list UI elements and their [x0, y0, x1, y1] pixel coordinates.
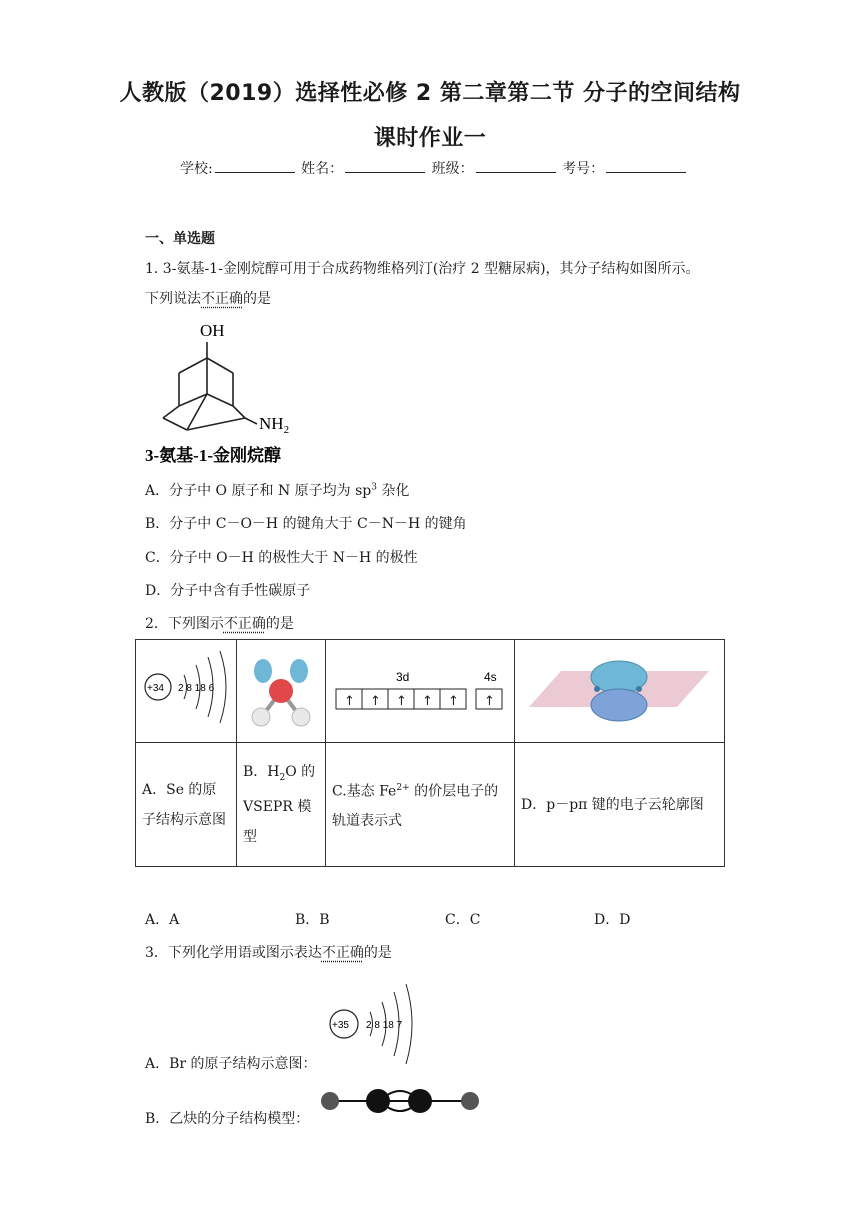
p-p-pi-electron-cloud — [515, 641, 721, 731]
figure-caption: 3-氨基-1-金刚烷醇 — [145, 446, 281, 465]
hydrogen-atom-left — [252, 708, 270, 726]
lone-pair-right — [290, 659, 308, 683]
exam-no-blank[interactable] — [606, 160, 686, 173]
h2o-vsepr-model — [237, 641, 325, 731]
svg-text:↑: ↑ — [448, 693, 459, 709]
svg-text:↑: ↑ — [370, 693, 381, 709]
acetylene-model — [318, 1083, 482, 1119]
section-title: 一、单选题 — [145, 231, 215, 247]
q1-stem-post: 的是 — [243, 291, 271, 307]
q3-option-b[interactable]: B．乙炔的分子结构模型： — [145, 1111, 310, 1127]
q3-stem: 3．下列化学用语或图示表达不正确的是 — [145, 945, 392, 961]
cell-a-caption: A．Se 的原子结构示意图 — [136, 743, 237, 867]
svg-text:+34: +34 — [147, 682, 164, 694]
q2-figure-table — [135, 639, 725, 867]
svg-text:+35: +35 — [332, 1020, 349, 1031]
oh-label: OH — [200, 321, 225, 340]
svg-text:4s: 4s — [484, 669, 497, 684]
carbon-atom-left — [366, 1089, 390, 1113]
svg-text:2 8 18 6: 2 8 18 6 — [178, 682, 215, 694]
q1-option-a[interactable]: A．分子中 O 原子和 N 原子均为 $sp^3$ 杂化 — [145, 482, 410, 499]
svg-text:↑: ↑ — [484, 693, 495, 709]
hydrogen-atom-left — [321, 1092, 339, 1110]
fe-orbital-diagram — [326, 641, 514, 731]
hydrogen-atom-right — [292, 708, 310, 726]
lone-pair-left — [254, 659, 272, 683]
q2-stem: 2．下列图示不正确的是 — [145, 616, 294, 632]
cell-fe-orbital — [326, 640, 515, 743]
carbon-atom-right — [408, 1089, 432, 1113]
class-blank[interactable] — [476, 160, 556, 173]
cell-b-caption: B．$H_2O$ 的 VSEPR 模型 — [237, 743, 326, 867]
cell-h2o-model — [237, 640, 326, 743]
name-label: 姓名： — [301, 161, 344, 177]
school-label: 学校: — [180, 161, 213, 177]
svg-text:2 8 18 7: 2 8 18 7 — [366, 1020, 403, 1031]
q3-stem-emphasis: 不正确 — [321, 945, 364, 961]
q3-option-a[interactable]: A．Br 的原子结构示意图： — [145, 1056, 317, 1072]
title-line-1: 人教版（2019）选择性必修 2 第二章第二节 分子的空间结构 — [119, 81, 741, 106]
hydrogen-atom-right — [461, 1092, 479, 1110]
nh2-label: $NH_2$ — [259, 414, 290, 436]
cell-c-caption: C.基态 $Fe^{2+}$ 的价层电子的轨道表示式 — [326, 743, 515, 867]
school-blank[interactable] — [215, 160, 295, 173]
q2-answer-a[interactable]: A．A — [145, 912, 180, 928]
cell-d-caption: D．p－pπ 键的电子云轮廓图 — [515, 743, 725, 867]
adamantane-skeleton — [163, 342, 257, 430]
adamantanol-structure-figure — [145, 318, 315, 468]
q1-stem-line2 — [145, 288, 271, 308]
q2-stem-emphasis: 不正确 — [223, 616, 266, 632]
q1-option-c[interactable]: C．分子中 O－H 的极性大于 N－H 的极性 — [145, 550, 418, 566]
q2-answer-b[interactable]: B．B — [295, 912, 330, 928]
student-info-row — [180, 158, 688, 178]
cell-p-p-pi-cloud — [515, 640, 725, 743]
q1-stem-pre: 下列说法 — [145, 291, 201, 307]
title-line-2: 课时作业一 — [373, 126, 487, 151]
exam-no-label: 考号： — [562, 161, 605, 177]
q2-answer-d[interactable]: D．D — [594, 912, 631, 928]
q1-option-b[interactable]: B．分子中 C－O－H 的键角大于 C－N－H 的键角 — [145, 516, 467, 532]
class-label: 班级： — [431, 161, 474, 177]
svg-text:↑: ↑ — [422, 693, 433, 709]
se-atom-diagram — [136, 641, 236, 731]
svg-text:3d: 3d — [396, 669, 410, 684]
cell-se-diagram — [136, 640, 237, 743]
br-atom-diagram — [322, 976, 422, 1070]
pi-lobe-bottom — [591, 689, 647, 721]
oxygen-atom — [269, 679, 293, 703]
svg-text:↑: ↑ — [396, 693, 407, 709]
name-blank[interactable] — [345, 160, 425, 173]
svg-text:↑: ↑ — [344, 693, 355, 709]
q1-option-d[interactable]: D．分子中含有手性碳原子 — [145, 583, 311, 599]
q1-stem-line1: 1. 3-氨基-1-金刚烷醇可用于合成药物维格列汀(治疗 2 型糖尿病)，其分子结构如图所示。 — [145, 261, 700, 277]
q1-stem-emphasis: 不正确 — [201, 291, 243, 307]
q2-answer-c[interactable]: C．C — [445, 912, 481, 928]
